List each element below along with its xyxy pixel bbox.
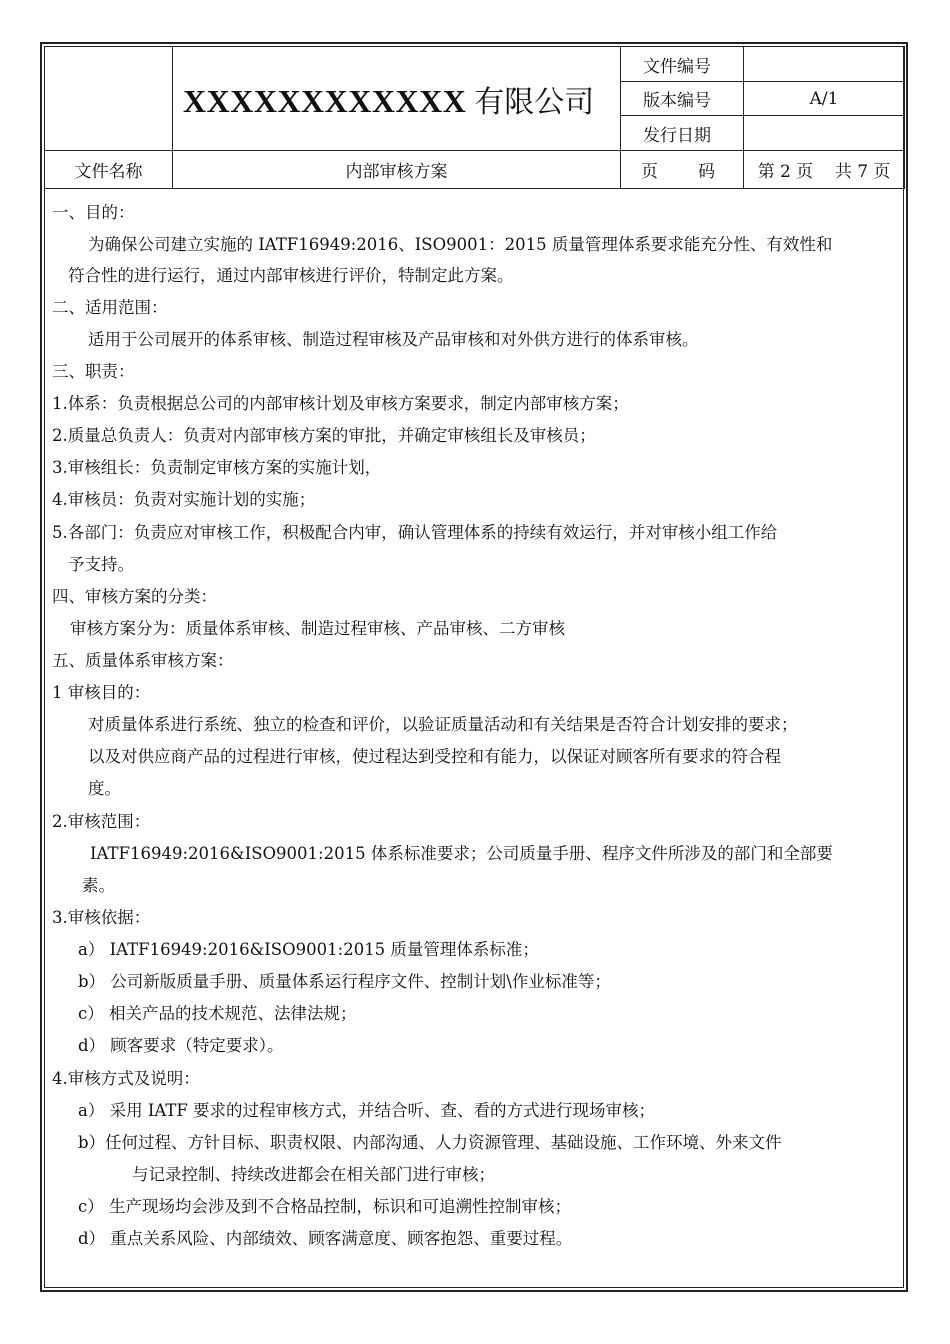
list-item-continuation: 予支持。 [68,555,134,574]
list-item: c） 生产现场均会涉及到不合格品控制，标识和可追溯性控制审核； [78,1197,571,1216]
header-table [44,46,905,189]
subsection-heading: 4.审核方式及说明： [52,1069,200,1088]
issue-date-label: 发行日期 [621,116,744,151]
paragraph-line: 素。 [82,876,115,895]
section-heading-system-audit: 五、质量体系审核方案： [52,651,234,670]
section-heading-scope: 二、适用范围： [52,298,168,317]
paragraph-line: 为确保公司建立实施的 IATF16949:2016、ISO9001：2015 质量管理体系要求能充分性、有效性和 [88,235,833,254]
section-heading-responsibility: 三、职责： [52,362,135,381]
subsection-heading: 3.审核依据： [52,908,151,927]
doc-name-label: 文件名称 [45,151,173,189]
subsection-heading: 2.审核范围： [52,812,151,831]
list-item-continuation: 与记录控制、持续改进都会在相关部门进行审核； [132,1165,495,1184]
paragraph-line: 审核方案分为：质量体系审核、制造过程审核、产品审核、二方审核 [70,619,565,638]
page-label [621,151,744,189]
paragraph-line: 符合性的进行运行，通过内部审核进行评价，特制定此方案。 [68,266,514,285]
page-label-a: 页 [641,162,658,182]
list-item: b）任何过程、方针目标、职责权限、内部沟通、人力资源管理、基础设施、工作环境、外来文件 [78,1133,782,1152]
company-name-latin: XXXXXXXXXXXX [183,82,467,119]
section-heading-purpose: 一、目的： [52,203,135,222]
list-item: 3.审核组长：负责制定审核方案的实施计划， [52,458,382,477]
paragraph-line: 以及对供应商产品的过程进行审核，使过程达到受控和有能力，以保证对顾客所有要求的符合程 [88,747,781,766]
paragraph-line: 度。 [88,779,121,798]
doc-name-value: 内部审核方案 [173,151,621,189]
list-item: b） 公司新版质量手册、质量体系运行程序文件、控制计划\作业标准等； [78,972,611,991]
paragraph-line: IATF16949:2016&ISO9001:2015 体系标准要求；公司质量手册、程序文件所涉及的部门和全部要 [90,844,833,863]
version-label: 版本编号 [621,82,744,116]
list-item: c） 相关产品的技术规范、法律法规； [78,1004,357,1023]
list-item: 4.审核员：负责对实施计划的实施； [52,490,316,509]
paragraph-line: 适用于公司展开的体系审核、制造过程审核及产品审核和对外供方进行的体系审核。 [88,330,699,349]
subsection-heading: 1 审核目的： [52,683,151,702]
list-item: a） IATF16949:2016&ISO9001:2015 质量管理体系标准； [78,940,539,959]
list-item: a） 采用 IATF 要求的过程审核方式，并结合听、查、看的方式进行现场审核； [78,1101,656,1120]
company-title [173,47,621,151]
list-item: d） 顾客要求（特定要求）。 [78,1036,284,1055]
page-number: 第 2 页 共 7 页 [744,151,905,189]
logo-cell [45,47,173,151]
list-item: 5.各部门：负责应对审核工作，积极配合内审，确认管理体系的持续有效运行，并对审核小组工作给 [52,523,778,542]
paragraph-line: 对质量体系进行系统、独立的检查和评价，以验证质量活动和有关结果是否符合计划安排的要求； [88,715,798,734]
list-item: 2.质量总负责人：负责对内部审核方案的审批，并确定审核组长及审核员； [52,426,596,445]
issue-date-value [744,116,905,151]
list-item: 1.体系：负责根据总公司的内部审核计划及审核方案要求，制定内部审核方案； [52,394,629,413]
file-no-label: 文件编号 [621,47,744,82]
page-label-b: 码 [698,162,715,182]
list-item: d） 重点关系风险、内部绩效、顾客满意度、顾客抱怨、重要过程。 [78,1229,573,1248]
company-name-cn: 有限公司 [474,84,595,120]
section-heading-classification: 四、审核方案的分类： [52,587,217,606]
file-no-value [744,47,905,82]
version-value: A/1 [744,82,905,116]
